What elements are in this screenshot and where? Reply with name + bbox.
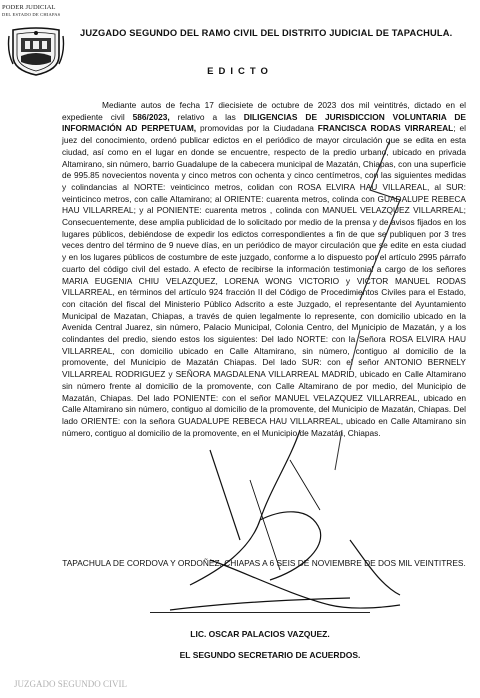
- court-header: JUZGADO SEGUNDO DEL RAMO CIVIL DEL DISTRITO JUDICIAL DE TAPACHULA.: [80, 28, 453, 38]
- signature-line: [150, 612, 370, 613]
- handwritten-signature: [150, 420, 460, 630]
- court-stamp: [10, 672, 160, 696]
- seal-caption-line1: PODER JUDICIAL: [2, 4, 56, 11]
- body-text-2: relativo a las: [169, 111, 244, 122]
- edict-body: [62, 100, 466, 439]
- body-text-3: promovidas por la Ciudadana: [196, 123, 318, 134]
- case-number: 586/2023,: [132, 111, 170, 122]
- seal-caption: [2, 4, 82, 18]
- court-stamp-text: JUZGADO SEGUNDO CIVIL: [14, 679, 127, 689]
- body-text-4: ; el juez del conocimiento, ordenó publicar edictos en el periódico de mayor circulación que se edita en esta ciudad, así como en el lugar en donde se encuentre, respecto de la predio urbano, ubicado en privada Altamirano, sin número, barrio Guadalupe de la cabecera municipal de Mazatán, Chiapas, con una superficie de 995.85 novecientos noventa y cinco metros con ochenta y cinco centímetros, con las siguientes medidas y colindancias al NORTE: veinticinco metros, colidan con ROSA ELVIRA HAU VILLAREAL, al SUR: veinticinco metros, con calle Altamirano; al ORIENTE: cuarenta metros, colinda con GUADALUPE REBECA HAU VILLARREAL; y al PONIENTE: cuarenta metros , colinda con MANUEL VELAZQUEZ VILLARREAL; Consecuentemente, dese amplia publicidad de lo solicitado por medio de la prensa y de avisos fijados en los lugares públicos, debiéndose de expedir los edictos correspondientes a fin de que se publiquen por 3 tres veces dentro del término de 9 nueve días, en un periódico de mayor circulación que se edite en esta ciudad y en los lugares públicos de costumbre de este juzgado, conforme a lo dispuesto por el artículo 2995 párrafo cuarto del código civil del estado. A efecto de recibirse la información testimonial a cargo de los señores MARIA EUGENIA CHIU VELAZQUEZ, LORENA WONG VICTORIO y VICTOR MANUEL RODAS VILLARREAL, en términos del artículo 924 fracción II del Código de Procedimientos Civiles para el Estado, con citación del fiscal del Ministerio Público Adscrito a este Juzgado, el representante del Ayuntamiento Municipal de Mazatan, Chiapas, a través de quien legalmente lo represente, con domicilio ubicado en la Avenida Central Juarez, sin número, Palacio Municipal, Colonia Centro, del Municipio de Mazatán, y a los colindantes del predio, siendo estos los siguientes: Del lado NORTE: con la Señora ROSA ELVIRA HAU VILLARREAL, con domicilio ubicado en Calle Altamirano, sin número, contiguo al domicilio de la promovente, del Municipio de Mazatán Chiapas. Del lado SUR: con el señor ANTONIO BERNELY VILLARREAL RODRIGUEZ y SEÑORA MAGDALENA VILLARREAL MADRID, ubicado en Calle Altamirano sin número frente al domicilio de la promovente, con Calle Altamirano de por medio, del Municipio de Mazatán, Chiapas. Del lado PONIENTE: con el señor MANUEL VELAZQUEZ VILLARREAL, ubicado en Calle Altamirano sin número, contiguo al domicilio de la promovente, del Municipio de Mazatán, Chiapas. Del lado ORIENTE: con la señora GUADALUPE REBECA HAU VILLARREAL, ubicado en Calle Altamirano sin número, contiguo al domicilio de la promovente, en el Municipio de Mazatán, Chiapas.: [62, 123, 467, 438]
- seal-caption-line2: DEL ESTADO DE CHIAPAS: [2, 12, 61, 17]
- signer-title: EL SEGUNDO SECRETARIO DE ACUERDOS.: [179, 650, 361, 660]
- document-title: EDICTO: [207, 66, 273, 77]
- petitioner-name: FRANCISCA RODAS VIRRAREAL: [317, 123, 454, 134]
- body-text-1: Mediante autos de fecha 17 diecisiete de octubre de 2023 dos mil veintitrés, dictado en el expediente civil: [62, 100, 466, 122]
- proceeding-type: DILIGENCIAS DE JURISDICCION VOLUNTARIA DE INFORMACIÓN AD PERPETUAM,: [62, 111, 466, 134]
- signer-name: LIC. OSCAR PALACIOS VAZQUEZ.: [190, 629, 330, 639]
- place-and-date: TAPACHULA DE CORDOVA Y ORDOÑEZ, CHIAPAS A 6 SEIS DE NOVIEMBRE DE DOS MIL VEINTITRES.: [62, 558, 466, 568]
